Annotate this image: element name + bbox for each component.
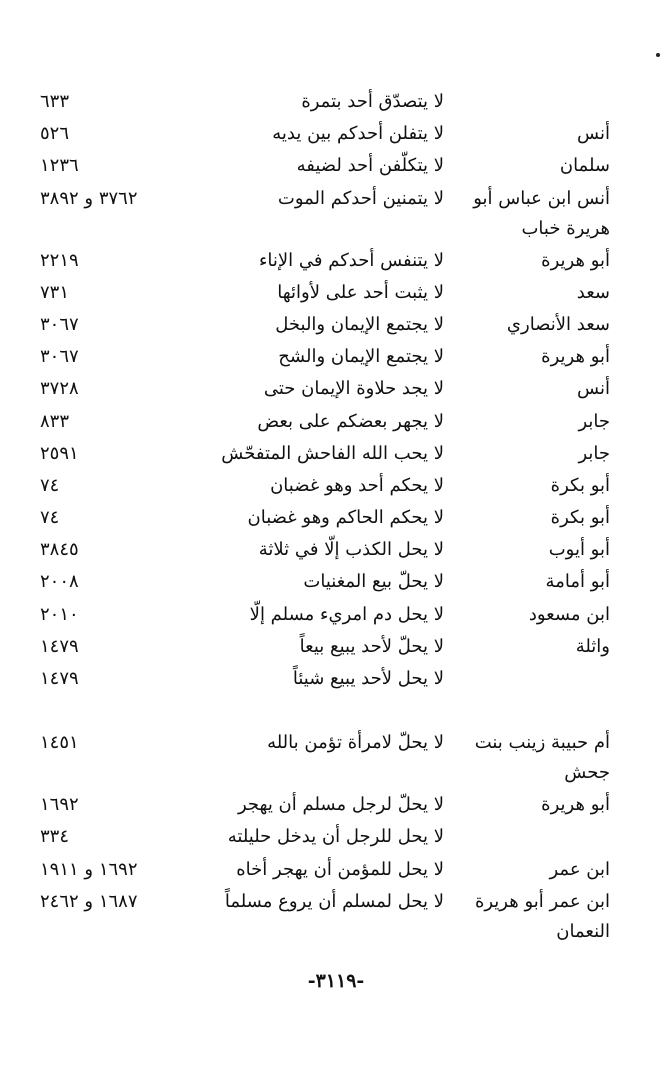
hadith-number-value: ٢٢١٩ — [40, 249, 79, 271]
hadith-number — [40, 311, 180, 339]
narrator: جابر — [578, 410, 610, 432]
table-row — [0, 88, 672, 120]
table-row — [0, 729, 672, 791]
table-row — [0, 504, 672, 536]
hadith-text: لا يحلّ لأحد يبيع بيعاً — [299, 635, 444, 657]
hadith-text: لا يحل للمؤمن أن يهجر أخاه — [236, 858, 444, 880]
hadith-number-value: ١٦٩٢ — [40, 794, 79, 816]
narrator: أبو بكرة — [550, 507, 610, 529]
hadith-number — [40, 343, 180, 371]
hadith-number-value: ٣٠٦٧ — [40, 313, 79, 335]
hadith-number-value: ٣٨٤٥ — [40, 539, 79, 561]
hadith-number-value: ٨٣٣ — [40, 410, 70, 432]
hadith-number-value: ١٢٣٦ — [40, 155, 79, 177]
hadith-text: لا يحلّ لرجل مسلم أن يهجر — [237, 794, 444, 816]
hadith-number-value: ٢٠٠٨ — [40, 571, 79, 593]
hadith-text: لا يتنفس أحدكم في الإناء — [258, 249, 444, 271]
narrator: أبو بكرة — [550, 474, 610, 496]
hadith-index-table — [0, 88, 672, 950]
hadith-number-value: ٥٢٦ — [40, 123, 70, 145]
page-number: -٣١١٩- — [307, 970, 365, 992]
narrator: أنس — [577, 378, 610, 400]
hadith-number — [40, 247, 180, 275]
hadith-number-value: ٣٧٦٢ و ٣٨٩٢ — [40, 187, 138, 209]
narrator: جابر — [578, 442, 610, 464]
hadith-text: لا يحب الله الفاحش المتفحّش — [221, 442, 444, 464]
narrator: أبو هريرة — [541, 346, 610, 368]
hadith-text: لا يحل لمسلم أن يروع مسلماً — [224, 890, 444, 912]
hadith-text: لا يجتمع الإيمان والبخل — [275, 313, 444, 335]
narrator-continued: جحش — [564, 762, 610, 784]
hadith-number-value: ١٤٧٩ — [40, 668, 79, 689]
hadith-number — [40, 729, 180, 757]
hadith-text: لا يحكم الحاكم وهو غضبان — [247, 507, 444, 529]
hadith-text: لا يثبت أحد على لأوائها — [277, 281, 444, 303]
table-row — [0, 568, 672, 600]
hadith-text: لا يحل الكذب إلّا في ثلاثة — [258, 539, 444, 561]
hadith-number-value: ٧٤ — [40, 474, 60, 496]
table-row — [0, 601, 672, 633]
hadith-number — [40, 888, 180, 916]
hadith-number-value: ١٤٧٩ — [40, 635, 79, 657]
table-row — [0, 888, 672, 950]
table-row — [0, 152, 672, 184]
hadith-number — [40, 152, 180, 180]
hadith-number — [40, 568, 180, 596]
hadith-number — [40, 472, 180, 500]
narrator: سعد — [576, 281, 610, 303]
table-row — [0, 247, 672, 279]
narrator: ابن مسعود — [528, 603, 610, 625]
hadith-number — [40, 185, 180, 213]
table-row — [0, 823, 672, 855]
table-row — [0, 343, 672, 375]
hadith-text: لا يجد حلاوة الإيمان حتى — [263, 378, 444, 400]
hadith-number-value: ٣٧٢٨ — [40, 378, 79, 400]
hadith-number — [40, 440, 180, 468]
table-row — [0, 408, 672, 440]
table-row — [0, 536, 672, 568]
table-row — [0, 856, 672, 888]
hadith-number-value: ١٦٨٧ و ٢٤٦٢ — [40, 890, 138, 912]
narrator: سلمان — [559, 155, 610, 177]
hadith-number-value: ١٦٩٢ و ١٩١١ — [40, 858, 138, 880]
narrator: ابن عمر — [549, 858, 610, 880]
hadith-number-value: ٧٤ — [40, 507, 60, 529]
hadith-text: لا يحل لأحد يبيع شيئاً — [292, 668, 444, 689]
hadith-text: لا يتمنين أحدكم الموت — [277, 187, 444, 209]
hadith-number — [40, 601, 180, 629]
table-row — [0, 279, 672, 311]
hadith-text: لا يحل دم امريء مسلم إلّا — [249, 603, 444, 625]
hadith-number — [40, 279, 180, 307]
narrator: أبو هريرة — [541, 249, 610, 271]
table-row — [0, 440, 672, 472]
table-row — [0, 311, 672, 343]
hadith-number — [40, 665, 180, 693]
table-row — [0, 633, 672, 665]
hadith-number-value: ٣٣٤ — [40, 826, 70, 848]
hadith-number — [40, 823, 180, 851]
hadith-text: لا يحل للرجل أن يدخل حليلته — [227, 826, 444, 848]
margin-dot — [656, 53, 660, 57]
hadith-number — [40, 633, 180, 661]
hadith-number-value: ٦٣٣ — [40, 91, 70, 112]
hadith-text: لا يحلّ بيع المغنيات — [303, 571, 444, 593]
hadith-text: لا يتصدّق أحد بتمرة — [301, 91, 444, 112]
table-row — [0, 375, 672, 407]
hadith-number — [40, 408, 180, 436]
hadith-number — [40, 120, 180, 148]
hadith-text: لا يحلّ لامرأة تؤمن بالله — [267, 732, 444, 754]
hadith-number-value: ٢٥٩١ — [40, 442, 79, 464]
hadith-text: لا يجهر بعضكم على بعض — [257, 410, 444, 432]
narrator: أنس ابن عباس أبو — [473, 187, 610, 209]
narrator: أبو هريرة — [541, 794, 610, 816]
narrator: أبو أمامة — [545, 571, 610, 593]
hadith-text: لا يتفلن أحدكم بين يديه — [272, 123, 444, 145]
narrator-continued: هريرة خباب — [521, 217, 610, 239]
hadith-number-value: ١٤٥١ — [40, 732, 79, 754]
table-row — [0, 472, 672, 504]
table-row — [0, 791, 672, 823]
hadith-number — [40, 856, 180, 884]
hadith-number-value: ٢٠١٠ — [40, 603, 79, 625]
hadith-number — [40, 536, 180, 564]
narrator: أبو أيوب — [548, 539, 610, 561]
hadith-number — [40, 504, 180, 532]
hadith-number — [40, 88, 180, 116]
hadith-number-value: ٧٣١ — [40, 281, 70, 303]
hadith-text: لا يحكم أحد وهو غضبان — [270, 474, 444, 496]
hadith-number-value: ٣٠٦٧ — [40, 346, 79, 368]
narrator: سعد الأنصاري — [506, 313, 610, 335]
hadith-number — [40, 791, 180, 819]
narrator: أنس — [577, 123, 610, 145]
hadith-text: لا يتكلّفن أحد لضيفه — [296, 155, 444, 177]
table-row — [0, 665, 672, 697]
narrator: أم حبيبة زينب بنت — [474, 732, 610, 754]
hadith-text: لا يجتمع الإيمان والشح — [278, 346, 444, 368]
narrator: ابن عمر أبو هريرة — [474, 890, 610, 912]
table-row — [0, 120, 672, 152]
narrator-continued: النعمان — [556, 920, 610, 942]
narrator: واثلة — [575, 635, 610, 657]
table-row — [0, 185, 672, 247]
hadith-number — [40, 375, 180, 403]
